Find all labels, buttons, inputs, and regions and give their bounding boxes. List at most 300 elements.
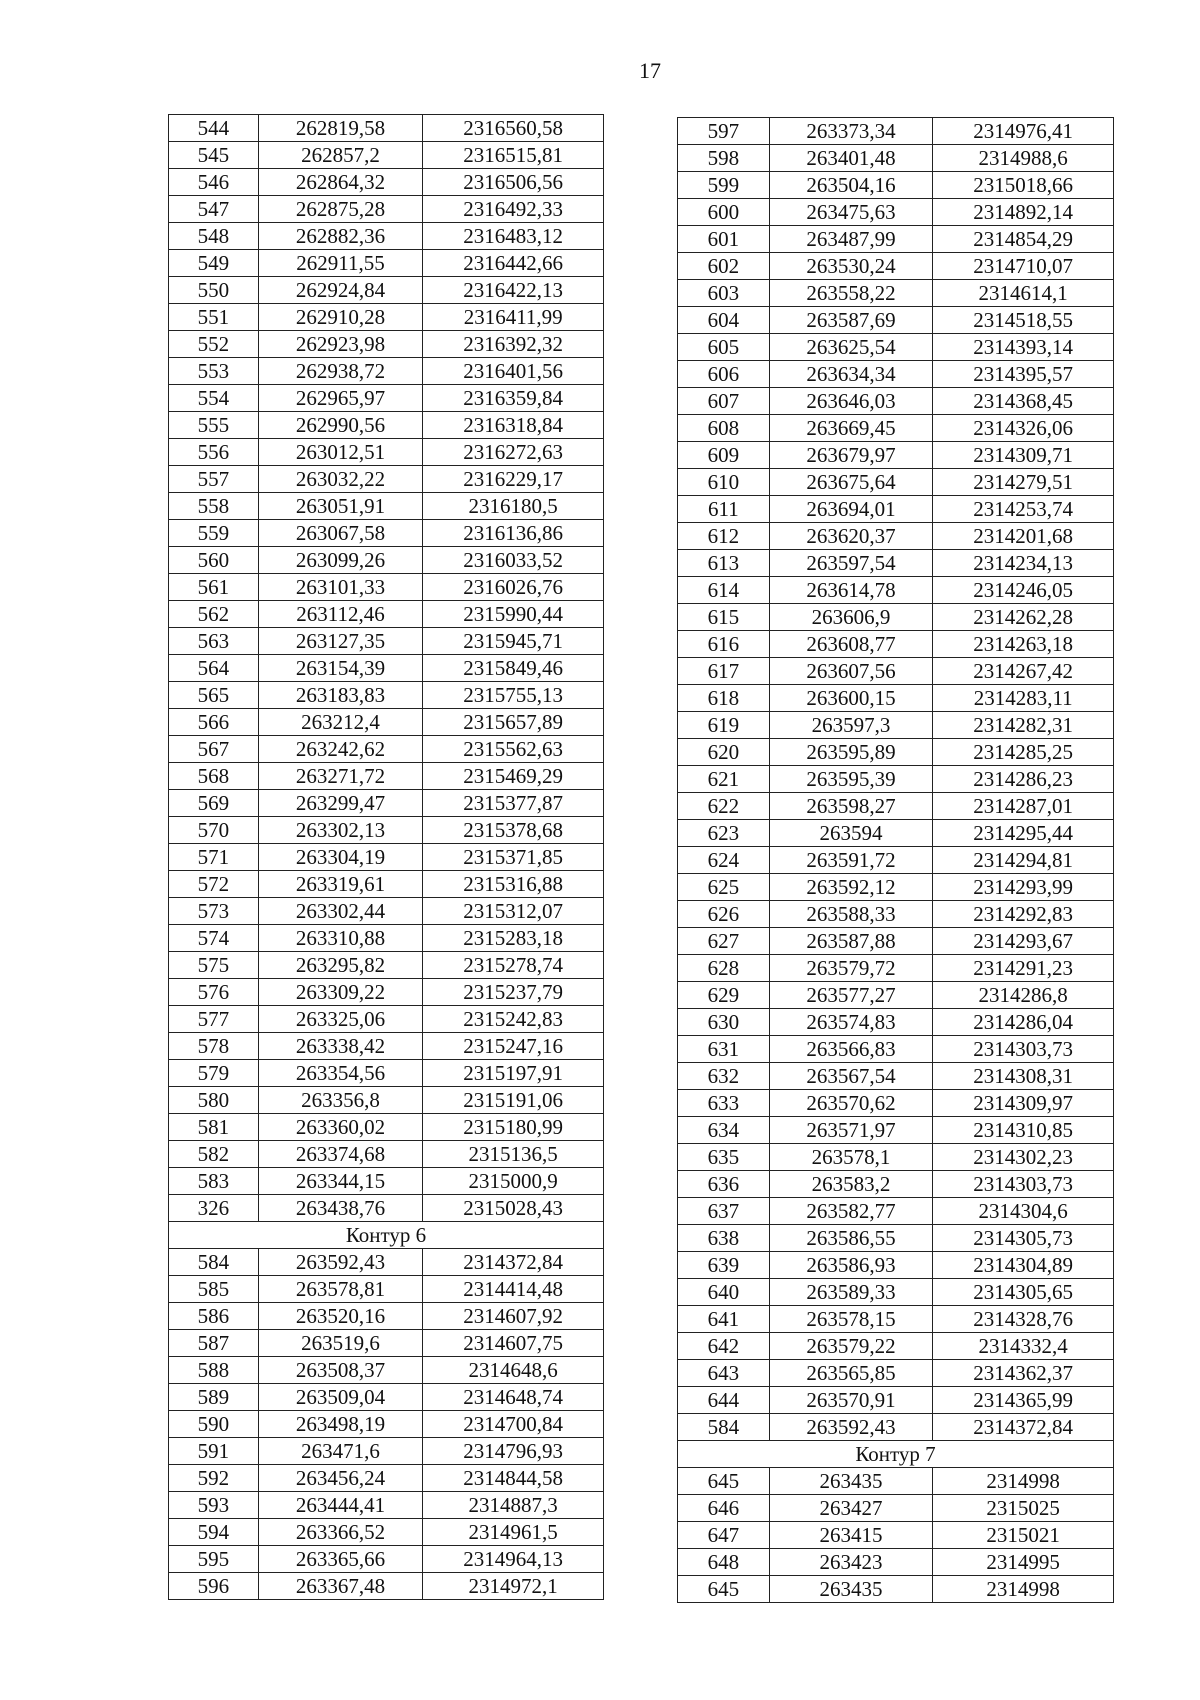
point-number-cell: 626: [678, 901, 770, 928]
table-row: [169, 925, 604, 952]
x-coordinate-cell: 263592,12: [769, 874, 933, 901]
x-coordinate-cell: 263606,9: [769, 604, 933, 631]
x-coordinate-cell: 263354,56: [258, 1060, 423, 1087]
y-coordinate-cell: 2314518,55: [933, 307, 1114, 334]
x-coordinate-cell: 263012,51: [258, 439, 423, 466]
x-coordinate-cell: 263588,33: [769, 901, 933, 928]
y-coordinate-cell: 2314309,71: [933, 442, 1114, 469]
point-number-cell: 637: [678, 1198, 770, 1225]
table-row: [678, 1576, 1114, 1603]
x-coordinate-cell: 263212,4: [258, 709, 423, 736]
x-coordinate-cell: 263360,02: [258, 1114, 423, 1141]
x-coordinate-cell: 263302,44: [258, 898, 423, 925]
point-number-cell: 642: [678, 1333, 770, 1360]
y-coordinate-cell: 2316033,52: [423, 547, 604, 574]
x-coordinate-cell: 263508,37: [258, 1357, 423, 1384]
point-number-cell: 561: [169, 574, 259, 601]
x-coordinate-cell: 263356,8: [258, 1087, 423, 1114]
x-coordinate-cell: 263625,54: [769, 334, 933, 361]
point-number-cell: 634: [678, 1117, 770, 1144]
x-coordinate-cell: 263598,27: [769, 793, 933, 820]
table-row: [169, 1114, 604, 1141]
point-number-cell: 552: [169, 331, 259, 358]
x-coordinate-cell: 263067,58: [258, 520, 423, 547]
table-row: [678, 442, 1114, 469]
x-coordinate-cell: 262965,97: [258, 385, 423, 412]
point-number-cell: 598: [678, 145, 770, 172]
y-coordinate-cell: 2316483,12: [423, 223, 604, 250]
table-row: [169, 1357, 604, 1384]
table-row: [169, 439, 604, 466]
x-coordinate-cell: 263578,1: [769, 1144, 933, 1171]
point-number-cell: 605: [678, 334, 770, 361]
x-coordinate-cell: 263127,35: [258, 628, 423, 655]
y-coordinate-cell: 2315000,9: [423, 1168, 604, 1195]
table-row: [169, 358, 604, 385]
point-number-cell: 601: [678, 226, 770, 253]
x-coordinate-cell: 263586,55: [769, 1225, 933, 1252]
x-coordinate-cell: 263586,93: [769, 1252, 933, 1279]
y-coordinate-cell: 2315562,63: [423, 736, 604, 763]
y-coordinate-cell: 2315180,99: [423, 1114, 604, 1141]
x-coordinate-cell: 263646,03: [769, 388, 933, 415]
table-row: [169, 1033, 604, 1060]
table-right-body: [678, 118, 1114, 1603]
x-coordinate-cell: 263675,64: [769, 469, 933, 496]
x-coordinate-cell: 263607,56: [769, 658, 933, 685]
table-row: [169, 331, 604, 358]
point-number-cell: 617: [678, 658, 770, 685]
table-row: [678, 955, 1114, 982]
y-coordinate-cell: 2314286,23: [933, 766, 1114, 793]
x-coordinate-cell: 263587,88: [769, 928, 933, 955]
y-coordinate-cell: 2314282,31: [933, 712, 1114, 739]
x-coordinate-cell: 263051,91: [258, 493, 423, 520]
point-number-cell: 551: [169, 304, 259, 331]
table-row: [169, 466, 604, 493]
y-coordinate-cell: 2314295,44: [933, 820, 1114, 847]
table-row: [678, 172, 1114, 199]
table-row: [678, 928, 1114, 955]
point-number-cell: 558: [169, 493, 259, 520]
y-coordinate-cell: 2314964,13: [423, 1546, 604, 1573]
point-number-cell: 550: [169, 277, 259, 304]
table-row: [169, 628, 604, 655]
y-coordinate-cell: 2314988,6: [933, 145, 1114, 172]
x-coordinate-cell: 263579,72: [769, 955, 933, 982]
y-coordinate-cell: 2316506,56: [423, 169, 604, 196]
y-coordinate-cell: 2315378,68: [423, 817, 604, 844]
table-row: [678, 1522, 1114, 1549]
table-row: [169, 736, 604, 763]
point-number-cell: 646: [678, 1495, 770, 1522]
table-row: [678, 199, 1114, 226]
table-row: [678, 361, 1114, 388]
y-coordinate-cell: 2314972,1: [423, 1573, 604, 1600]
y-coordinate-cell: 2314310,85: [933, 1117, 1114, 1144]
table-row: [169, 898, 604, 925]
x-coordinate-cell: 263427: [769, 1495, 933, 1522]
point-number-cell: 593: [169, 1492, 259, 1519]
y-coordinate-cell: 2314279,51: [933, 469, 1114, 496]
table-row: [169, 115, 604, 142]
point-number-cell: 620: [678, 739, 770, 766]
x-coordinate-cell: 263319,61: [258, 871, 423, 898]
point-number-cell: 590: [169, 1411, 259, 1438]
point-number-cell: 608: [678, 415, 770, 442]
y-coordinate-cell: 2314796,93: [423, 1438, 604, 1465]
x-coordinate-cell: 263367,48: [258, 1573, 423, 1600]
point-number-cell: 583: [169, 1168, 259, 1195]
table-row: [678, 145, 1114, 172]
table-row: [678, 1036, 1114, 1063]
point-number-cell: 609: [678, 442, 770, 469]
y-coordinate-cell: 2314309,97: [933, 1090, 1114, 1117]
x-coordinate-cell: 263325,06: [258, 1006, 423, 1033]
table-row: [169, 790, 604, 817]
point-number-cell: 575: [169, 952, 259, 979]
point-number-cell: 602: [678, 253, 770, 280]
x-coordinate-cell: 263509,04: [258, 1384, 423, 1411]
point-number-cell: 641: [678, 1306, 770, 1333]
x-coordinate-cell: 263669,45: [769, 415, 933, 442]
table-row: [169, 709, 604, 736]
x-coordinate-cell: 262864,32: [258, 169, 423, 196]
point-number-cell: 640: [678, 1279, 770, 1306]
table-row: [678, 118, 1114, 145]
point-number-cell: 565: [169, 682, 259, 709]
y-coordinate-cell: 2314291,23: [933, 955, 1114, 982]
point-number-cell: 570: [169, 817, 259, 844]
y-coordinate-cell: 2316442,66: [423, 250, 604, 277]
point-number-cell: 591: [169, 1438, 259, 1465]
point-number-cell: 612: [678, 523, 770, 550]
table-row: [678, 1063, 1114, 1090]
table-row: [678, 793, 1114, 820]
x-coordinate-cell: 263591,72: [769, 847, 933, 874]
x-coordinate-cell: 263435: [769, 1576, 933, 1603]
y-coordinate-cell: 2314998: [933, 1468, 1114, 1495]
point-number-cell: 632: [678, 1063, 770, 1090]
table-row: [169, 385, 604, 412]
point-number-cell: 638: [678, 1225, 770, 1252]
table-row: [169, 1330, 604, 1357]
point-number-cell: 548: [169, 223, 259, 250]
x-coordinate-cell: 263520,16: [258, 1303, 423, 1330]
y-coordinate-cell: 2314362,37: [933, 1360, 1114, 1387]
x-coordinate-cell: 263415: [769, 1522, 933, 1549]
y-coordinate-cell: 2314332,4: [933, 1333, 1114, 1360]
table-row: [169, 1519, 604, 1546]
x-coordinate-cell: 263471,6: [258, 1438, 423, 1465]
coordinates-table-right: [677, 117, 1114, 1603]
table-row: [678, 1279, 1114, 1306]
point-number-cell: 562: [169, 601, 259, 628]
table-row: [678, 1171, 1114, 1198]
table-row: [169, 196, 604, 223]
y-coordinate-cell: 2314710,07: [933, 253, 1114, 280]
contour-label: Контур 6: [169, 1222, 604, 1249]
y-coordinate-cell: 2314263,18: [933, 631, 1114, 658]
y-coordinate-cell: 2316422,13: [423, 277, 604, 304]
point-number-cell: 635: [678, 1144, 770, 1171]
point-number-cell: 573: [169, 898, 259, 925]
x-coordinate-cell: 263558,22: [769, 280, 933, 307]
point-number-cell: 606: [678, 361, 770, 388]
point-number-cell: 553: [169, 358, 259, 385]
table-row: [678, 1117, 1114, 1144]
table-row: [678, 1090, 1114, 1117]
y-coordinate-cell: 2314283,11: [933, 685, 1114, 712]
table-row: [169, 1168, 604, 1195]
x-coordinate-cell: 263271,72: [258, 763, 423, 790]
point-number-cell: 607: [678, 388, 770, 415]
point-number-cell: 603: [678, 280, 770, 307]
table-row: [678, 631, 1114, 658]
point-number-cell: 639: [678, 1252, 770, 1279]
x-coordinate-cell: 263567,54: [769, 1063, 933, 1090]
table-row: [678, 712, 1114, 739]
x-coordinate-cell: 263456,24: [258, 1465, 423, 1492]
y-coordinate-cell: 2315469,29: [423, 763, 604, 790]
point-number-cell: 592: [169, 1465, 259, 1492]
x-coordinate-cell: 262924,84: [258, 277, 423, 304]
section-header-row: [678, 1441, 1114, 1468]
table-row: [169, 250, 604, 277]
x-coordinate-cell: 263242,62: [258, 736, 423, 763]
table-row: [169, 1438, 604, 1465]
x-coordinate-cell: 263577,27: [769, 982, 933, 1009]
point-number-cell: 627: [678, 928, 770, 955]
y-coordinate-cell: 2316492,33: [423, 196, 604, 223]
x-coordinate-cell: 263578,15: [769, 1306, 933, 1333]
point-number-cell: 584: [678, 1414, 770, 1441]
x-coordinate-cell: 263608,77: [769, 631, 933, 658]
x-coordinate-cell: 263571,97: [769, 1117, 933, 1144]
y-coordinate-cell: 2314700,84: [423, 1411, 604, 1438]
y-coordinate-cell: 2314201,68: [933, 523, 1114, 550]
table-row: [169, 655, 604, 682]
table-row: [169, 520, 604, 547]
point-number-cell: 586: [169, 1303, 259, 1330]
x-coordinate-cell: 263679,97: [769, 442, 933, 469]
point-number-cell: 554: [169, 385, 259, 412]
table-row: [678, 1333, 1114, 1360]
point-number-cell: 621: [678, 766, 770, 793]
x-coordinate-cell: 263519,6: [258, 1330, 423, 1357]
point-number-cell: 544: [169, 115, 259, 142]
x-coordinate-cell: 263634,34: [769, 361, 933, 388]
point-number-cell: 611: [678, 496, 770, 523]
y-coordinate-cell: 2314292,83: [933, 901, 1114, 928]
table-row: [678, 1414, 1114, 1441]
x-coordinate-cell: 263475,63: [769, 199, 933, 226]
x-coordinate-cell: 263309,22: [258, 979, 423, 1006]
point-number-cell: 636: [678, 1171, 770, 1198]
table-row: [169, 1195, 604, 1222]
point-number-cell: 566: [169, 709, 259, 736]
point-number-cell: 557: [169, 466, 259, 493]
table-row: [678, 280, 1114, 307]
table-row: [169, 1276, 604, 1303]
x-coordinate-cell: 262875,28: [258, 196, 423, 223]
point-number-cell: 631: [678, 1036, 770, 1063]
table-row: [678, 766, 1114, 793]
y-coordinate-cell: 2315755,13: [423, 682, 604, 709]
point-number-cell: 545: [169, 142, 259, 169]
x-coordinate-cell: 263310,88: [258, 925, 423, 952]
x-coordinate-cell: 263423: [769, 1549, 933, 1576]
y-coordinate-cell: 2314414,48: [423, 1276, 604, 1303]
point-number-cell: 599: [678, 172, 770, 199]
table-row: [678, 685, 1114, 712]
table-row: [169, 871, 604, 898]
point-number-cell: 589: [169, 1384, 259, 1411]
section-header-row: [169, 1222, 604, 1249]
table-row: [169, 601, 604, 628]
y-coordinate-cell: 2314287,01: [933, 793, 1114, 820]
x-coordinate-cell: 263183,83: [258, 682, 423, 709]
x-coordinate-cell: 263344,15: [258, 1168, 423, 1195]
table-row: [678, 1225, 1114, 1252]
y-coordinate-cell: 2314293,67: [933, 928, 1114, 955]
y-coordinate-cell: 2314267,42: [933, 658, 1114, 685]
x-coordinate-cell: 262923,98: [258, 331, 423, 358]
table-row: [678, 1468, 1114, 1495]
y-coordinate-cell: 2316401,56: [423, 358, 604, 385]
y-coordinate-cell: 2314328,76: [933, 1306, 1114, 1333]
table-row: [169, 304, 604, 331]
table-row: [678, 901, 1114, 928]
x-coordinate-cell: 263295,82: [258, 952, 423, 979]
x-coordinate-cell: 262882,36: [258, 223, 423, 250]
y-coordinate-cell: 2316392,32: [423, 331, 604, 358]
table-row: [169, 1303, 604, 1330]
point-number-cell: 613: [678, 550, 770, 577]
point-number-cell: 560: [169, 547, 259, 574]
table-row: [169, 142, 604, 169]
x-coordinate-cell: 263435: [769, 1468, 933, 1495]
point-number-cell: 564: [169, 655, 259, 682]
y-coordinate-cell: 2314305,65: [933, 1279, 1114, 1306]
table-row: [678, 1549, 1114, 1576]
table-row: [678, 874, 1114, 901]
point-number-cell: 576: [169, 979, 259, 1006]
y-coordinate-cell: 2314365,99: [933, 1387, 1114, 1414]
table-row: [678, 577, 1114, 604]
point-number-cell: 582: [169, 1141, 259, 1168]
point-number-cell: 594: [169, 1519, 259, 1546]
table-row: [678, 820, 1114, 847]
point-number-cell: 644: [678, 1387, 770, 1414]
y-coordinate-cell: 2315945,71: [423, 628, 604, 655]
table-row: [169, 412, 604, 439]
table-row: [678, 1360, 1114, 1387]
x-coordinate-cell: 263366,52: [258, 1519, 423, 1546]
y-coordinate-cell: 2315371,85: [423, 844, 604, 871]
y-coordinate-cell: 2316272,63: [423, 439, 604, 466]
point-number-cell: 624: [678, 847, 770, 874]
table-row: [169, 817, 604, 844]
point-number-cell: 571: [169, 844, 259, 871]
x-coordinate-cell: 263032,22: [258, 466, 423, 493]
y-coordinate-cell: 2314372,84: [933, 1414, 1114, 1441]
table-row: [678, 1252, 1114, 1279]
x-coordinate-cell: 263594: [769, 820, 933, 847]
x-coordinate-cell: 263570,62: [769, 1090, 933, 1117]
x-coordinate-cell: 263487,99: [769, 226, 933, 253]
x-coordinate-cell: 263589,33: [769, 1279, 933, 1306]
y-coordinate-cell: 2315377,87: [423, 790, 604, 817]
x-coordinate-cell: 263579,22: [769, 1333, 933, 1360]
y-coordinate-cell: 2314607,75: [423, 1330, 604, 1357]
y-coordinate-cell: 2314976,41: [933, 118, 1114, 145]
y-coordinate-cell: 2315136,5: [423, 1141, 604, 1168]
y-coordinate-cell: 2315018,66: [933, 172, 1114, 199]
table-row: [678, 1009, 1114, 1036]
point-number-cell: 572: [169, 871, 259, 898]
table-row: [678, 469, 1114, 496]
point-number-cell: 616: [678, 631, 770, 658]
y-coordinate-cell: 2314998: [933, 1576, 1114, 1603]
x-coordinate-cell: 263401,48: [769, 145, 933, 172]
coordinates-table-left: [168, 114, 604, 1600]
table-row: [678, 253, 1114, 280]
x-coordinate-cell: 263694,01: [769, 496, 933, 523]
point-number-cell: 579: [169, 1060, 259, 1087]
point-number-cell: 596: [169, 1573, 259, 1600]
point-number-cell: 569: [169, 790, 259, 817]
y-coordinate-cell: 2315021: [933, 1522, 1114, 1549]
x-coordinate-cell: 263444,41: [258, 1492, 423, 1519]
y-coordinate-cell: 2315278,74: [423, 952, 604, 979]
table-row: [678, 604, 1114, 631]
y-coordinate-cell: 2314368,45: [933, 388, 1114, 415]
y-coordinate-cell: 2315312,07: [423, 898, 604, 925]
y-coordinate-cell: 2314648,6: [423, 1357, 604, 1384]
table-row: [169, 1546, 604, 1573]
x-coordinate-cell: 263565,85: [769, 1360, 933, 1387]
table-row: [169, 1249, 604, 1276]
point-number-cell: 630: [678, 1009, 770, 1036]
x-coordinate-cell: 263582,77: [769, 1198, 933, 1225]
y-coordinate-cell: 2314293,99: [933, 874, 1114, 901]
table-row: [678, 496, 1114, 523]
table-row: [678, 388, 1114, 415]
point-number-cell: 600: [678, 199, 770, 226]
y-coordinate-cell: 2314303,73: [933, 1036, 1114, 1063]
table-row: [169, 169, 604, 196]
table-row: [169, 682, 604, 709]
y-coordinate-cell: 2315191,06: [423, 1087, 604, 1114]
point-number-cell: 559: [169, 520, 259, 547]
table-row: [169, 763, 604, 790]
y-coordinate-cell: 2314308,31: [933, 1063, 1114, 1090]
y-coordinate-cell: 2314887,3: [423, 1492, 604, 1519]
y-coordinate-cell: 2314607,92: [423, 1303, 604, 1330]
point-number-cell: 556: [169, 439, 259, 466]
contour-label: Контур 7: [678, 1441, 1114, 1468]
y-coordinate-cell: 2314614,1: [933, 280, 1114, 307]
point-number-cell: 326: [169, 1195, 259, 1222]
x-coordinate-cell: 263299,47: [258, 790, 423, 817]
table-row: [169, 1465, 604, 1492]
point-number-cell: 614: [678, 577, 770, 604]
y-coordinate-cell: 2314303,73: [933, 1171, 1114, 1198]
point-number-cell: 581: [169, 1114, 259, 1141]
x-coordinate-cell: 263304,19: [258, 844, 423, 871]
point-number-cell: 622: [678, 793, 770, 820]
